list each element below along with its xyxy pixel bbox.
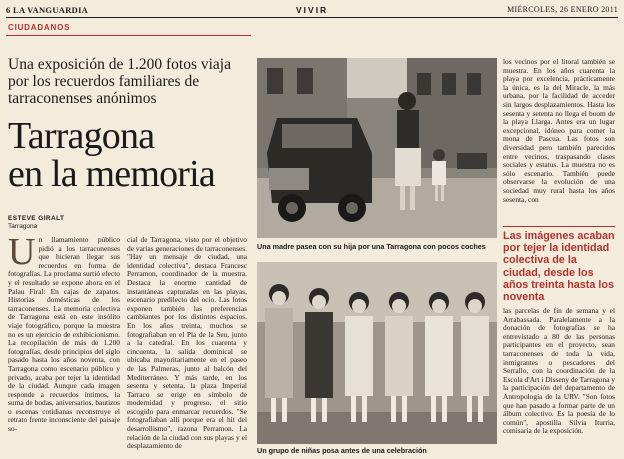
byline-author: ESTEVE GIRALT [8,215,65,222]
section-label: CIUDADANOS [8,23,71,32]
drop-cap: U [8,236,36,273]
column-4-text: las parcelas de fin de semana y el Arrabassada. Paralelamente a la donación de fotografías se ha entrevistado a 80 de las personas participantes en el proyecto, sean tarraconenses de toda la vida, inmigrantes o pescadores del Serrallo, con la coordinación de la Escola d'Art i Disseny de Tarragona y la participación del departamento de Antropología de la URV. "Son fotos que han pasado a formar parte de un álbum colectivo. Es la poesía de lo común", apostilla Silvia Iturria, comisaria de la exposición. [503,307,615,436]
pull-quote-rule [503,226,615,227]
girls-group-illustration [257,262,497,444]
street-scene-illustration [257,58,497,238]
photo-mother-daughter [257,58,497,238]
article-column-2 [127,236,247,456]
section-rule [6,35,251,36]
caption-bottom-photo: Un grupo de niñas posa antes de una celebración [257,446,427,455]
byline-place: Tarragona [8,223,38,230]
headline-line-2: en la memoria [8,153,215,195]
column-3-text: los vecinos por el litoral también se muestra. En los años cuarenta la playa por excelencia, prácticamente la única, es la del Miracle, la más urbana, por la facilidad de acceder sin largos desplazamientos. Hasta los sesenta y setenta no llega el boom de la playa Llarga. Antes era un lugar excepcional, idóneo para comer la mona de Pascua. Las fotos son diversidad pero también parecidos entre vecinos, traspasando clases sociales y estatus. La muestra no es sólo escenario. También puede observarse la evolución de una sociedad muy rural hasta los años sesenta, con [503,58,615,204]
caption-top-photo: Una madre pasea con su hija por una Tarragona con pocos coches [257,242,486,251]
headline [8,117,253,193]
subheadline: Una exposición de 1.200 fotos viaja por los recuerdos familiares de tarraconenses anónimos [8,56,231,107]
page-header [6,3,618,17]
section-name: VIVIR [296,5,329,15]
headline-line-1: Tarragona [8,115,155,157]
page-number-paper: 6 LA VANGUARDIA [6,5,89,15]
column-2-text: cial de Tarragona, visto por el objetivo de varias generaciones de tarraconenses. "Hay un mensaje de ciudad, una identidad colectiva", destaca Francesc Perramon, coordinador de la muestra. Destaca la enorme cantidad de instantáneas capturadas en las playas, escenario predilecto del ocio. Las fotos exponen también las preferencias cambiantes por los distintos espacios. En los años treinta, muchos se fotografiaban en el Pla de la Seu, junto a la catedral. En los cuarenta y cincuenta, la salida dominical se ubicaba mayoritariamente en el paseo de las Palmeras, junto al balcón del Mediterráneo. Y más tarde, en los sesenta y setenta, la plaza Imperial Tarraco se erige en símbolo de modernidad y progreso, el sitio escogido para enmarcar recuerdos. "Se fotografiaban allí porque era el hit del desarrollismo", razona Perramon. La relación de la ciudad con sus playas y el desplazamiento de [127,236,247,451]
article-column-1 [8,236,120,456]
article-column-4 [503,307,615,457]
header-rule [6,17,618,18]
photo-group-of-girls [257,262,497,444]
article-column-3 [503,58,615,226]
pull-quote: Las imágenes acaban por tejer la identidad colectiva de la ciudad, desde los años treinta hasta los noventa [503,230,615,304]
column-1-text: n llamamiento público pidió a los tarraconenses que hicieran llegar sus recuerdos en forma de fotografías. La proclama surtió efecto y el resultado se expone ahora en el Palau Firal: En cajas de zapatos. Historias domésticas de los tarraconenses. La memoria colectiva de Tarragona está en este insólito viaje fotográfico, porque la muestra no es un ejercicio de exhibicionismo. La recopilación de más de 1.200 fotografías, desde principios del siglo pasado hasta los años noventa, con Tarragona como escenario público y privado, acaba por tejer la identidad de la ciudad. Aunque cada imagen responde a recuerdos íntimos, la suma de bodas, aniversarios, bautizos o escenas cotidianas reconstruye el retrato frente inconsciente del paisaje so- [8,236,120,434]
issue-date: MIÉRCOLES, 26 ENERO 2011 [507,5,618,14]
